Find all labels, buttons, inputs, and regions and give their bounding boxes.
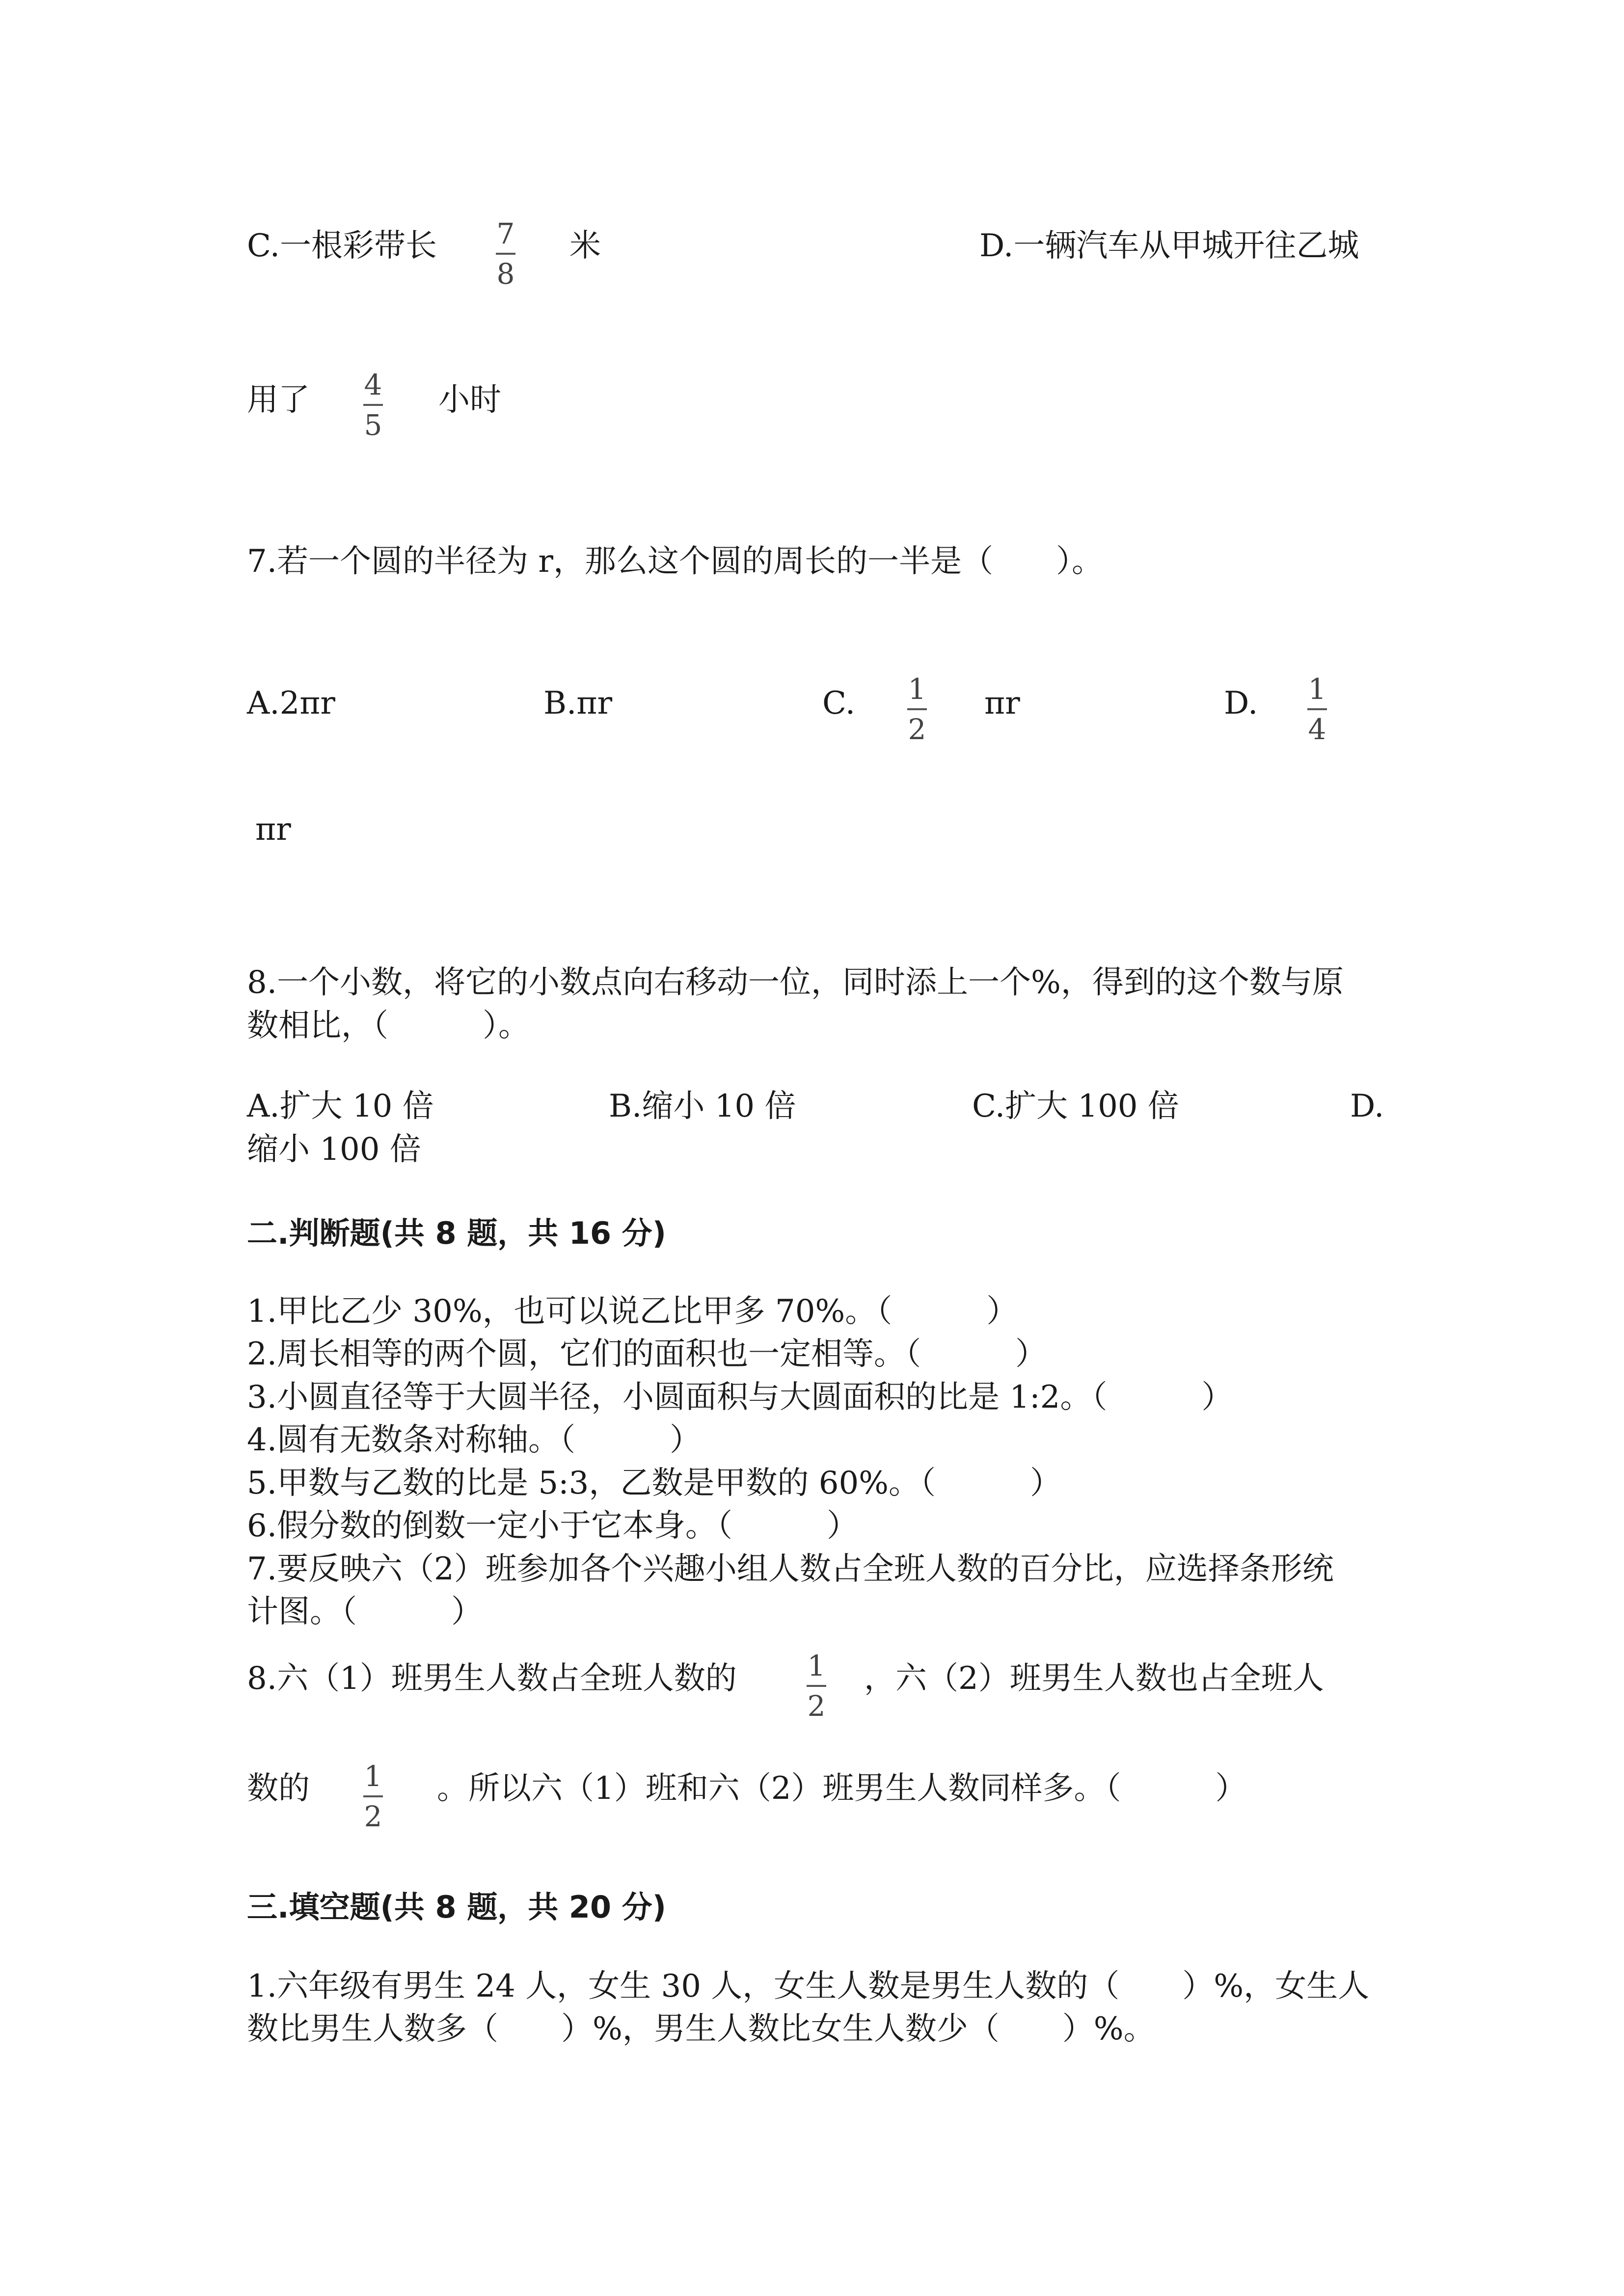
q8-option-d-cont: 缩小 100 倍 (247, 1131, 421, 1168)
fraction-bar (363, 1795, 383, 1797)
q8-option-a: A.扩大 10 倍 (247, 1088, 434, 1124)
question-8-stem-line2: 数相比，（ ）。 (247, 1008, 530, 1044)
judge-item-3: 3.小圆直径等于大圆半径，小圆面积与大圆面积的比是 1:2。（ ） (247, 1379, 1233, 1415)
fraction-1-4 (1307, 672, 1327, 746)
fraction-bar (807, 1685, 826, 1687)
option-d-cont-suffix: 小时 (438, 382, 501, 418)
judge-item-5: 5.甲数与乙数的比是 5:3，乙数是甲数的 60%。（ ） (247, 1465, 1061, 1501)
fraction-numerator: 1 (908, 672, 926, 706)
fraction-bar (496, 253, 515, 255)
section-2-heading: 二.判断题(共 8 题，共 16 分) (247, 1215, 666, 1251)
fraction-denominator: 5 (364, 408, 382, 442)
judge-item-6: 6.假分数的倒数一定小于它本身。（ ） (247, 1508, 859, 1544)
q7-option-b: B.πr (543, 685, 613, 721)
fraction-1-2 (807, 1649, 826, 1723)
q7-option-d-prefix: D. (1224, 685, 1258, 721)
judge-item-8-mid: ，六（2）班男生人数也占全班人 (864, 1660, 1324, 1697)
judge-item-2: 2.周长相等的两个圆，它们的面积也一定相等。（ ） (247, 1336, 1047, 1372)
fraction-numerator: 1 (807, 1649, 826, 1682)
option-d-text: D.一辆汽车从甲城开往乙城 (979, 228, 1359, 264)
q8-option-d-prefix: D. (1350, 1088, 1384, 1124)
fraction-denominator: 4 (1308, 713, 1326, 746)
fraction-numerator: 1 (1308, 672, 1326, 706)
fraction-denominator: 2 (364, 1800, 382, 1833)
fraction-denominator: 2 (908, 713, 926, 746)
fraction-denominator: 2 (807, 1689, 826, 1723)
q7-option-c-suffix: πr (984, 685, 1020, 721)
option-c-unit: 米 (569, 228, 601, 264)
fraction-bar (363, 404, 383, 406)
question-8-stem-line1: 8.一个小数，将它的小数点向右移动一位，同时添上一个%，得到的这个数与原 (247, 964, 1344, 1001)
option-c-text: C.一根彩带长 (247, 228, 437, 264)
fraction-denominator: 8 (496, 257, 515, 291)
judge-item-8-cont-prefix: 数的 (247, 1770, 310, 1807)
fraction-bar (907, 708, 927, 710)
section-3-heading: 三.填空题(共 8 题，共 20 分) (247, 1889, 666, 1925)
fraction-7-8 (496, 217, 515, 291)
fraction-numerator: 4 (364, 368, 382, 401)
q7-option-d-suffix: πr (255, 811, 291, 848)
fill-question-1-line2: 数比男生人数多（ ）%，男生人数比女生人数少（ ）%。 (247, 2011, 1155, 2047)
q7-option-c-prefix: C. (822, 685, 856, 721)
judge-item-7-line1: 7.要反映六（2）班参加各个兴趣小组人数占全班人数的百分比，应选择条形统 (247, 1551, 1334, 1587)
fraction-numerator: 1 (364, 1760, 382, 1793)
option-d-cont-prefix: 用了 (247, 382, 310, 418)
q7-option-a: A.2πr (247, 685, 335, 721)
fraction-1-2 (907, 672, 927, 746)
fraction-bar (1307, 708, 1327, 710)
judge-item-7-line2: 计图。（ ） (247, 1594, 483, 1630)
fraction-numerator: 7 (496, 217, 515, 250)
judge-item-4: 4.圆有无数条对称轴。（ ） (247, 1422, 702, 1458)
q8-option-b: B.缩小 10 倍 (609, 1088, 796, 1124)
fraction-1-2 (363, 1762, 383, 1831)
fraction-4-5 (363, 368, 383, 442)
judge-item-8-cont-suffix: 。所以六（1）班和六（2）班男生人数同样多。（ ） (437, 1770, 1247, 1807)
fill-question-1-line1: 1.六年级有男生 24 人，女生 30 人，女生人数是男生人数的（ ）%，女生人 (247, 1968, 1370, 2004)
q8-option-c: C.扩大 100 倍 (972, 1088, 1179, 1124)
question-7-stem: 7.若一个圆的半径为 r，那么这个圆的周长的一半是（ ）。 (247, 543, 1103, 580)
judge-item-8-prefix: 8.六（1）班男生人数占全班人数的 (247, 1660, 737, 1697)
judge-item-1: 1.甲比乙少 30%，也可以说乙比甲多 70%。（ ） (247, 1293, 1018, 1330)
